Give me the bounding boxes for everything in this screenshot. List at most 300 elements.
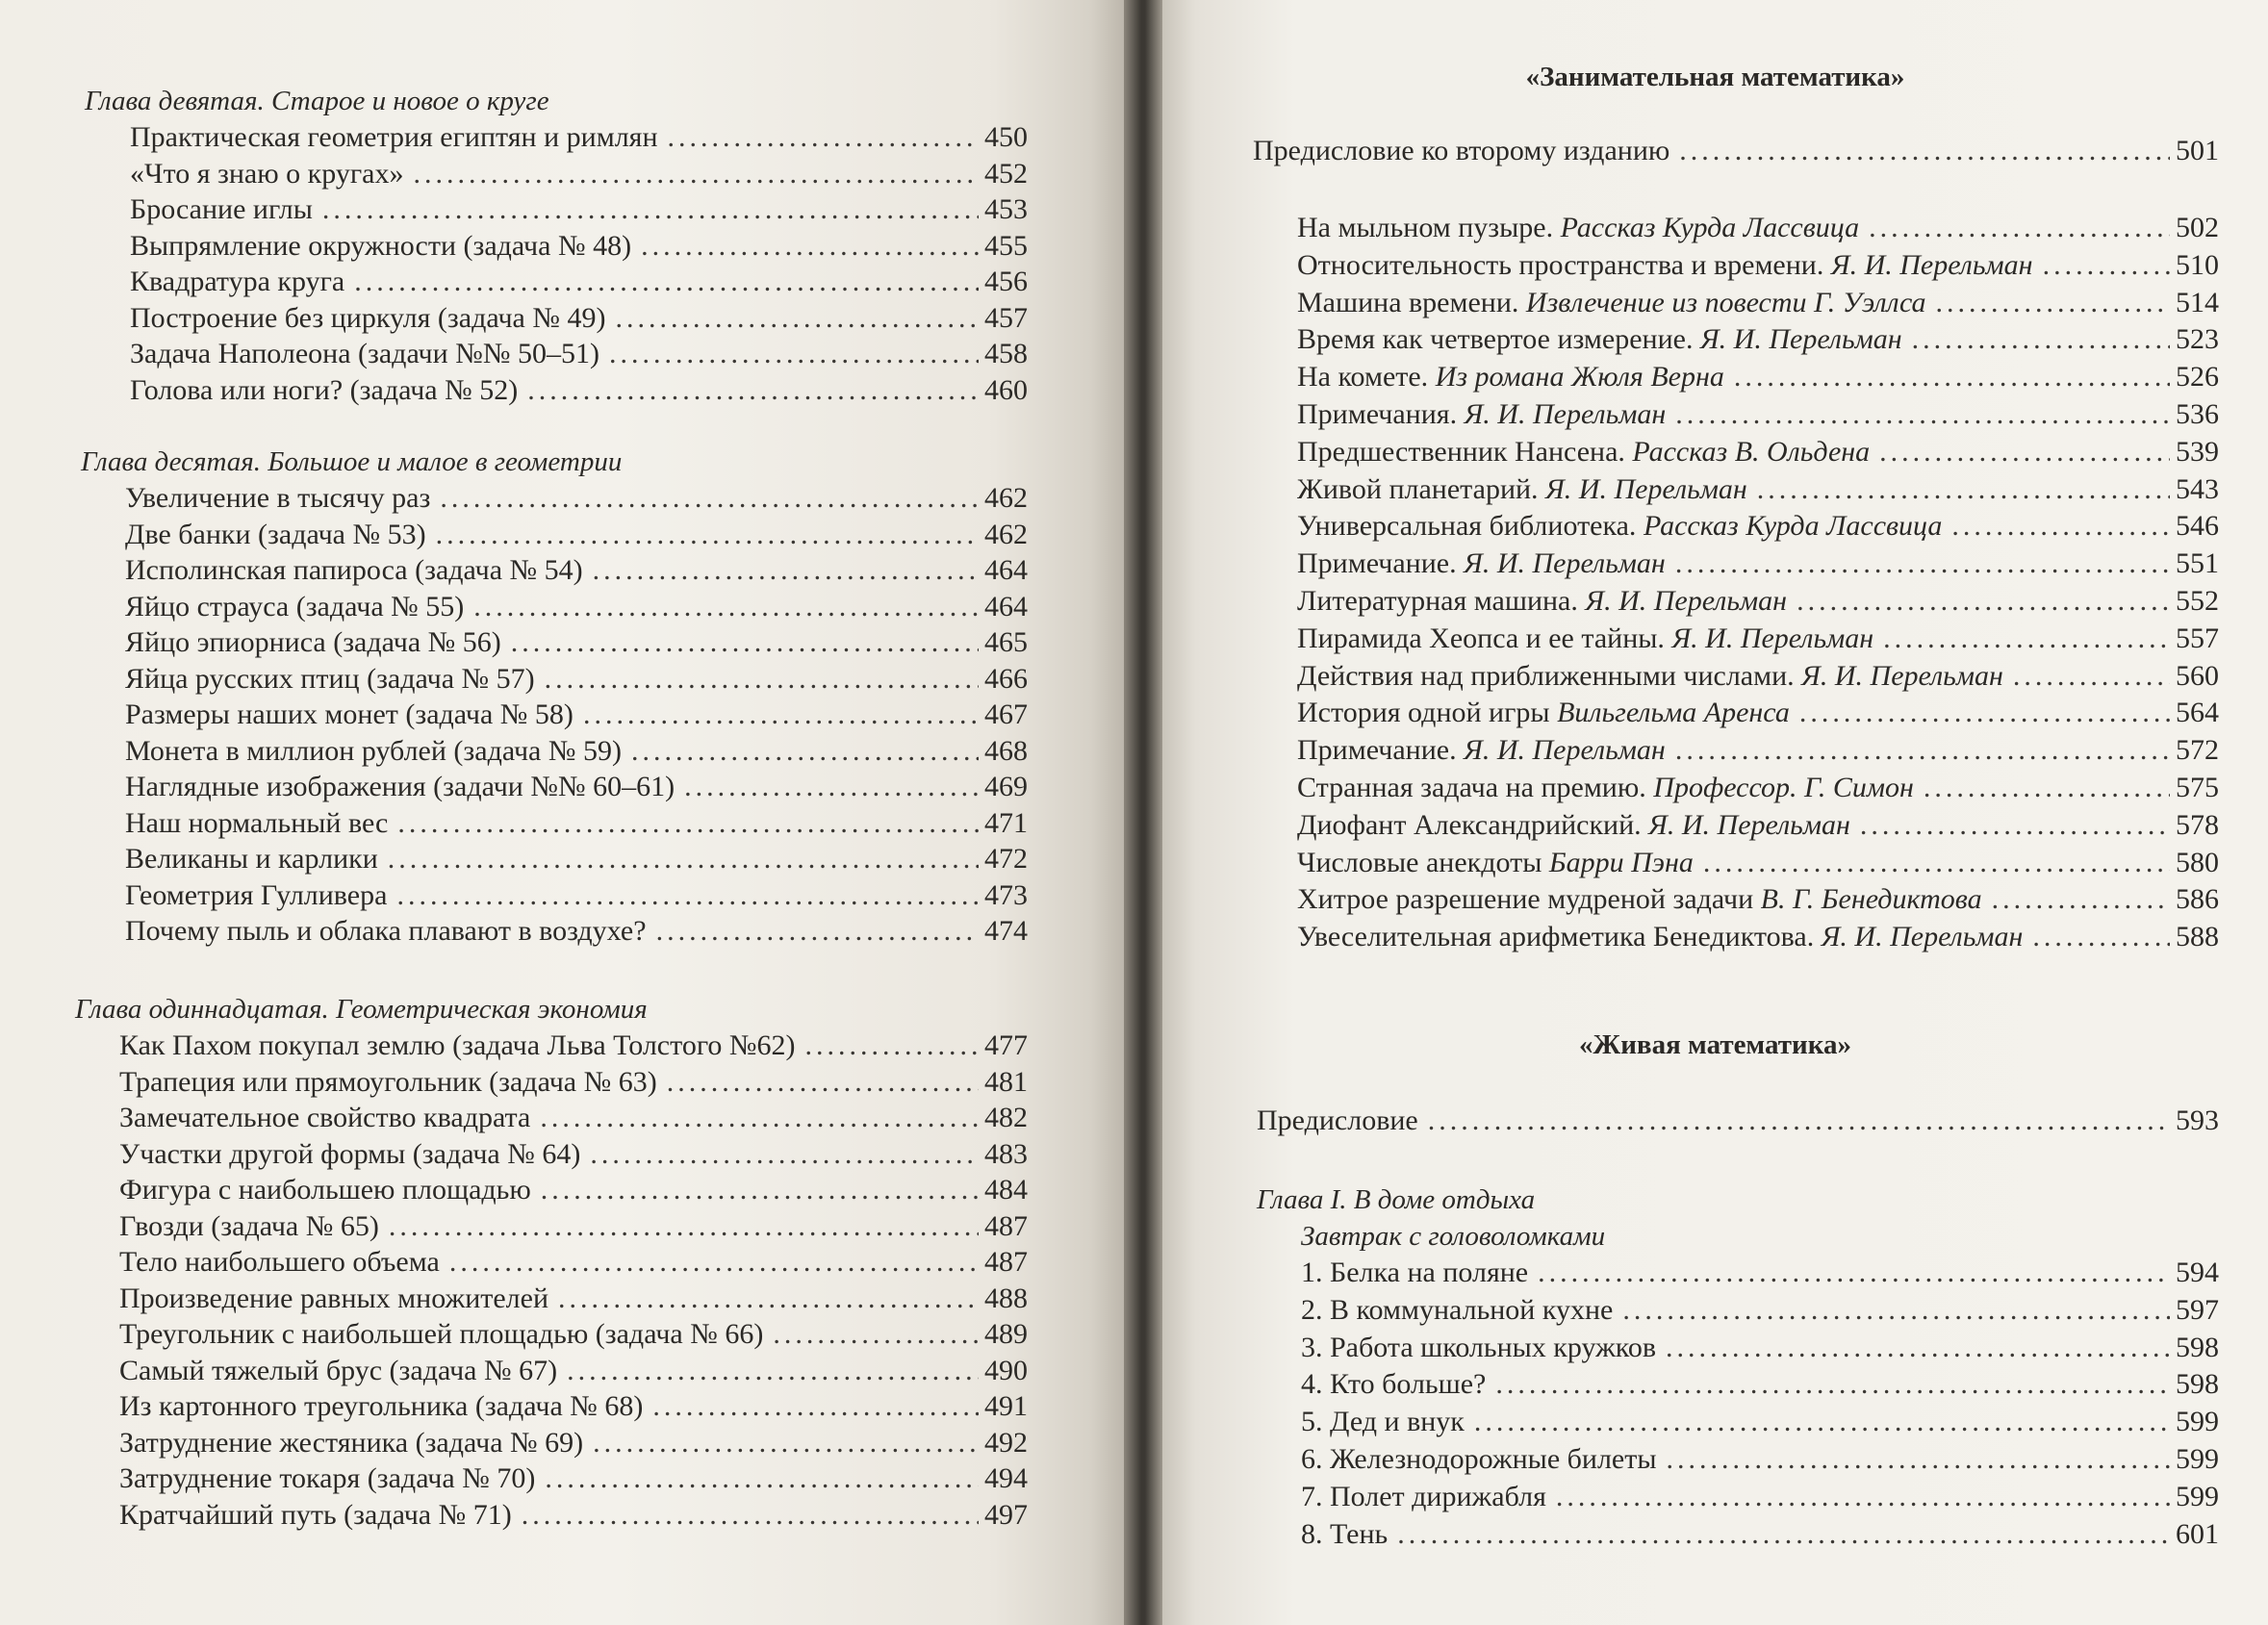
chapter-title: Глава I. В доме отдыха bbox=[1257, 1184, 1536, 1215]
toc-entry[interactable] bbox=[130, 372, 1028, 409]
preface-block bbox=[1253, 133, 2219, 170]
entry-title: Предисловие ко второму изданию bbox=[1253, 135, 1670, 166]
toc-entry[interactable] bbox=[1297, 732, 2219, 770]
entry-page: 489 bbox=[984, 1318, 1028, 1350]
toc-entry[interactable] bbox=[130, 336, 1028, 372]
dot-leader bbox=[2013, 658, 2170, 696]
toc-entry[interactable] bbox=[130, 119, 1028, 156]
entry-page: 594 bbox=[2176, 1257, 2219, 1288]
toc-entry[interactable] bbox=[1301, 1292, 2219, 1330]
entry-page: 491 bbox=[984, 1390, 1028, 1422]
toc-entry[interactable] bbox=[1257, 1103, 2219, 1140]
dot-leader bbox=[593, 552, 979, 589]
entry-page: 483 bbox=[984, 1137, 1028, 1170]
entry-title: Геометрия Гулливера bbox=[125, 878, 388, 911]
dot-leader bbox=[1667, 1441, 2170, 1479]
chapter-10-block bbox=[81, 444, 1028, 950]
dot-leader bbox=[1992, 881, 2170, 919]
entry-page: 536 bbox=[2176, 397, 2219, 430]
entry-page: 474 bbox=[984, 915, 1028, 947]
right-page bbox=[1162, 0, 2268, 1625]
dot-leader bbox=[1428, 1103, 2170, 1140]
toc-entry[interactable] bbox=[119, 1353, 1028, 1389]
toc-entry[interactable] bbox=[1297, 434, 2219, 471]
dot-leader bbox=[1757, 471, 2170, 509]
dot-leader bbox=[684, 769, 979, 805]
dot-leader bbox=[413, 156, 979, 192]
dot-leader bbox=[389, 1208, 979, 1245]
toc-entry[interactable] bbox=[125, 480, 1028, 517]
entry-page: 551 bbox=[2176, 547, 2219, 580]
dot-leader bbox=[1495, 1366, 2170, 1404]
entry-title: Затруднение жестяника (задача № 69) bbox=[119, 1426, 584, 1459]
chapter-11-block bbox=[75, 991, 1028, 1533]
entry-title: Числовые анекдоты bbox=[1297, 846, 1549, 878]
toc-entry[interactable] bbox=[125, 733, 1028, 770]
dot-leader bbox=[322, 191, 979, 228]
toc-entry[interactable] bbox=[1297, 807, 2219, 845]
entry-page: 462 bbox=[984, 518, 1028, 550]
entry-title: Почему пыль и облака плавают в воздухе? bbox=[125, 915, 647, 947]
entry-title: 4. Кто больше? bbox=[1301, 1368, 1487, 1401]
entry-title: Как Пахом покупал землю (задача Льва Толстого №62) bbox=[119, 1029, 796, 1061]
toc-list bbox=[1301, 1255, 2219, 1553]
toc-entry[interactable] bbox=[125, 841, 1028, 877]
toc-entry[interactable] bbox=[119, 1100, 1028, 1136]
entry-page: 501 bbox=[2176, 135, 2219, 166]
dot-leader bbox=[1397, 1516, 2170, 1554]
dot-leader bbox=[558, 1281, 979, 1317]
dot-leader bbox=[1703, 845, 2170, 882]
dot-leader bbox=[436, 517, 979, 553]
entry-title: 2. В коммунальной кухне bbox=[1301, 1293, 1614, 1326]
entry-author: Я. И. Перельман bbox=[1821, 921, 2024, 953]
entry-author: Рассказ Курда Лассвица bbox=[1560, 212, 1860, 243]
dot-leader bbox=[1538, 1255, 2170, 1292]
toc-entry[interactable] bbox=[130, 300, 1028, 337]
dot-leader bbox=[388, 841, 979, 877]
entry-page: 488 bbox=[984, 1282, 1028, 1314]
entry-title: Время как четвертое измерение. bbox=[1297, 323, 1700, 356]
entry-title: Пирамида Хеопса и ее тайны. bbox=[1297, 622, 1672, 654]
entry-page: 539 bbox=[2176, 435, 2219, 468]
entry-author: Я. И. Перельман bbox=[1464, 734, 1666, 767]
entry-page: 472 bbox=[984, 843, 1028, 875]
entry-title: Произведение равных множителей bbox=[119, 1282, 549, 1314]
dot-leader bbox=[567, 1353, 979, 1389]
entry-page: 482 bbox=[984, 1102, 1028, 1133]
entry-page: 502 bbox=[2176, 212, 2219, 243]
entry-title: Великаны и карлики bbox=[125, 843, 378, 875]
entry-page: 455 bbox=[984, 229, 1028, 262]
entry-title: История одной игры bbox=[1297, 697, 1558, 729]
toc-entry[interactable] bbox=[1301, 1366, 2219, 1404]
entry-title: Участки другой формы (задача № 64) bbox=[119, 1137, 581, 1170]
entry-title: Квадратура круга bbox=[130, 266, 345, 297]
entry-title: Кратчайший путь (задача № 71) bbox=[119, 1498, 512, 1531]
chapter-1-block bbox=[1257, 1181, 2219, 1553]
toc-entry[interactable] bbox=[130, 191, 1028, 228]
entry-title: Треугольник с наибольшей площадью (задача № 66) bbox=[119, 1318, 764, 1350]
entry-title: Примечание. bbox=[1297, 547, 1465, 580]
toc-entry[interactable] bbox=[1301, 1516, 2219, 1554]
dot-leader bbox=[1666, 1330, 2170, 1367]
toc-entry[interactable] bbox=[125, 877, 1028, 914]
toc-entry[interactable] bbox=[1301, 1404, 2219, 1441]
dot-leader bbox=[656, 913, 979, 950]
dot-leader bbox=[641, 228, 979, 265]
entry-title: Замечательное свойство квадрата bbox=[119, 1102, 531, 1133]
entry-title: 3. Работа школьных кружков bbox=[1301, 1331, 1657, 1363]
toc-entry[interactable] bbox=[119, 1281, 1028, 1317]
dot-leader bbox=[1924, 770, 2170, 807]
entry-page: 458 bbox=[984, 338, 1028, 369]
entry-title: Диофант Александрийский. bbox=[1297, 808, 1649, 841]
toc-entry[interactable] bbox=[1297, 658, 2219, 696]
entry-page: 546 bbox=[2176, 510, 2219, 543]
toc-entry[interactable] bbox=[125, 769, 1028, 805]
entry-title: Голова или ноги? (задача № 52) bbox=[130, 373, 519, 406]
entry-title: 5. Дед и внук bbox=[1301, 1406, 1465, 1438]
dot-leader bbox=[545, 1460, 979, 1497]
entry-author: В. Г. Бенедиктова bbox=[1760, 883, 1982, 916]
dot-leader bbox=[449, 1244, 979, 1281]
entry-title: Тело наибольшего объема bbox=[119, 1246, 440, 1278]
entry-page: 601 bbox=[2176, 1517, 2219, 1550]
toc-list bbox=[125, 480, 1028, 950]
toc-entry[interactable] bbox=[119, 1172, 1028, 1208]
toc-entry[interactable] bbox=[1297, 546, 2219, 583]
entry-page: 490 bbox=[984, 1354, 1028, 1386]
entry-title: Две банки (задача № 53) bbox=[125, 518, 426, 550]
entry-page: 593 bbox=[2176, 1104, 2219, 1136]
entry-page: 598 bbox=[2176, 1331, 2219, 1363]
dot-leader bbox=[397, 805, 979, 842]
entry-author: Я. И. Перельман bbox=[1464, 397, 1667, 430]
entry-page: 575 bbox=[2176, 771, 2219, 803]
toc-entry[interactable] bbox=[119, 1136, 1028, 1173]
entry-page: 469 bbox=[984, 771, 1028, 802]
toc-entry[interactable] bbox=[1301, 1441, 2219, 1479]
entry-page: 487 bbox=[984, 1209, 1028, 1242]
entry-page: 460 bbox=[984, 373, 1028, 406]
entry-page: 560 bbox=[2176, 659, 2219, 692]
entry-author: Я. И. Перельман bbox=[1464, 547, 1666, 580]
dot-leader bbox=[1474, 1404, 2170, 1441]
toc-entry[interactable] bbox=[130, 156, 1028, 192]
chapter-title: Глава десятая. Большое и малое в геометрии bbox=[81, 446, 623, 477]
entry-page: 598 bbox=[2176, 1368, 2219, 1401]
left-page bbox=[0, 0, 1124, 1625]
entry-page: 452 bbox=[984, 157, 1028, 190]
entry-author: Я. И. Перельман bbox=[1671, 622, 1874, 654]
entry-page: 464 bbox=[984, 590, 1028, 622]
book-gutter bbox=[1124, 0, 1162, 1625]
entry-page: 456 bbox=[984, 266, 1028, 297]
dot-leader bbox=[527, 372, 979, 409]
entry-author: Из романа Жюля Верна bbox=[1435, 361, 1724, 394]
dot-leader bbox=[1799, 695, 2170, 732]
dot-leader bbox=[631, 733, 979, 770]
entry-page: 477 bbox=[984, 1029, 1028, 1061]
entry-page: 597 bbox=[2176, 1293, 2219, 1326]
toc-entry[interactable] bbox=[119, 1316, 1028, 1353]
entry-title: Гвозди (задача № 65) bbox=[119, 1209, 379, 1242]
entry-title: 8. Тень bbox=[1301, 1517, 1389, 1550]
entry-title: Построение без циркуля (задача № 49) bbox=[130, 301, 606, 334]
toc-entry[interactable] bbox=[125, 913, 1028, 950]
dot-leader bbox=[1556, 1479, 2170, 1516]
entry-title: Яйцо эпиорниса (задача № 56) bbox=[125, 626, 501, 658]
entry-title: Из картонного треугольника (задача № 68) bbox=[119, 1390, 644, 1422]
toc-list bbox=[1297, 210, 2219, 956]
entry-page: 552 bbox=[2176, 584, 2219, 617]
toc-entry[interactable] bbox=[1297, 210, 2219, 247]
entry-title: Увеселительная арифметика Бенедиктова. bbox=[1297, 921, 1822, 953]
entry-page: 599 bbox=[2176, 1442, 2219, 1475]
entry-author: Барри Пэна bbox=[1548, 846, 1694, 878]
toc-entry[interactable] bbox=[125, 589, 1028, 625]
toc-list bbox=[130, 119, 1028, 408]
toc-entry[interactable] bbox=[125, 624, 1028, 661]
entry-title: Странная задача на премию. bbox=[1297, 771, 1654, 803]
entry-author: Профессор. Г. Симон bbox=[1653, 771, 1914, 803]
toc-entry[interactable] bbox=[1253, 133, 2219, 170]
entry-page: 457 bbox=[984, 301, 1028, 334]
entry-title: Хитрое разрешение мудреной задачи bbox=[1297, 883, 1761, 916]
toc-entry[interactable] bbox=[125, 552, 1028, 589]
dot-leader bbox=[396, 877, 979, 914]
entry-title: На комете. bbox=[1297, 361, 1436, 394]
subsection-title: Завтрак с головоломками bbox=[1301, 1221, 1606, 1252]
entry-page: 580 bbox=[2176, 846, 2219, 878]
dot-leader bbox=[522, 1497, 979, 1534]
entry-title: Наш нормальный вес bbox=[125, 806, 389, 839]
toc-entry[interactable] bbox=[1297, 695, 2219, 732]
entry-title: Размеры наших монет (задача № 58) bbox=[125, 698, 573, 730]
dot-leader bbox=[1734, 359, 2170, 396]
toc-entry[interactable] bbox=[125, 697, 1028, 733]
dot-leader bbox=[583, 697, 979, 733]
entry-page: 557 bbox=[2176, 622, 2219, 654]
entry-title: Фигура с наибольшею площадью bbox=[119, 1174, 531, 1206]
entry-title: Яйца русских птиц (задача № 57) bbox=[125, 662, 535, 695]
dot-leader bbox=[541, 1172, 979, 1208]
chapter-title: Глава одиннадцатая. Геометрическая экономия bbox=[75, 994, 648, 1025]
preface-block bbox=[1257, 1103, 2219, 1140]
toc-entry[interactable] bbox=[1297, 247, 2219, 285]
dot-leader bbox=[773, 1316, 979, 1353]
dot-leader bbox=[511, 624, 979, 661]
toc-entry[interactable] bbox=[1301, 1330, 2219, 1367]
entry-title: Затруднение токаря (задача № 70) bbox=[119, 1462, 536, 1494]
entry-title: Самый тяжелый брус (задача № 67) bbox=[119, 1354, 558, 1386]
dot-leader bbox=[1951, 508, 2170, 546]
toc-entry[interactable] bbox=[130, 228, 1028, 265]
dot-leader bbox=[1679, 133, 2170, 170]
entry-page: 487 bbox=[984, 1246, 1028, 1278]
dot-leader bbox=[615, 300, 979, 337]
entry-title: Практическая геометрия египтян и римлян bbox=[130, 121, 658, 153]
entry-author: Извлечение из повести Г. Уэллса bbox=[1525, 286, 1926, 318]
entry-title: 6. Железнодорожные билеты bbox=[1301, 1442, 1657, 1475]
toc-entry[interactable] bbox=[1297, 396, 2219, 434]
toc-entry[interactable] bbox=[125, 661, 1028, 698]
toc-entry[interactable] bbox=[1297, 881, 2219, 919]
toc-entry[interactable] bbox=[119, 1064, 1028, 1101]
chapter-title: Глава девятая. Старое и новое о круге bbox=[85, 86, 549, 116]
entry-title: Исполинская папироса (задача № 54) bbox=[125, 554, 583, 586]
dot-leader bbox=[1675, 732, 2170, 770]
entry-page: 450 bbox=[984, 121, 1028, 153]
toc-entry[interactable] bbox=[1297, 621, 2219, 658]
dot-leader bbox=[2032, 919, 2170, 956]
entry-author: Я. И. Перельман bbox=[1830, 248, 2033, 281]
dot-leader bbox=[545, 661, 979, 698]
entry-page: 464 bbox=[984, 554, 1028, 586]
entry-title: 1. Белка на поляне bbox=[1301, 1257, 1529, 1288]
dot-leader bbox=[440, 480, 979, 517]
dot-leader bbox=[805, 1028, 980, 1064]
section-title: «Занимательная математика» bbox=[1525, 62, 1905, 92]
dot-leader bbox=[1622, 1292, 2170, 1330]
toc-entry[interactable] bbox=[119, 1425, 1028, 1461]
dot-leader bbox=[1860, 807, 2170, 845]
toc-entry[interactable] bbox=[1297, 321, 2219, 359]
entry-page: 465 bbox=[984, 626, 1028, 658]
entry-page: 462 bbox=[984, 482, 1028, 514]
dot-leader bbox=[668, 119, 979, 156]
toc-entry[interactable] bbox=[1297, 359, 2219, 396]
entry-page: 484 bbox=[984, 1174, 1028, 1206]
entry-title: Примечания. bbox=[1297, 397, 1465, 430]
entry-title: Примечание. bbox=[1297, 734, 1465, 767]
toc-entry[interactable] bbox=[119, 1208, 1028, 1245]
entry-title: Увеличение в тысячу раз bbox=[125, 482, 431, 514]
entry-author: Рассказ В. Ольдена bbox=[1632, 435, 1871, 468]
toc-entry[interactable] bbox=[1297, 919, 2219, 956]
dot-leader bbox=[593, 1425, 979, 1461]
dot-leader bbox=[1675, 396, 2170, 434]
entry-page: 468 bbox=[984, 734, 1028, 767]
toc-entry[interactable] bbox=[119, 1244, 1028, 1281]
entry-page: 578 bbox=[2176, 808, 2219, 841]
entry-title: Бросание иглы bbox=[130, 193, 313, 225]
entry-title: Наглядные изображения (задачи №№ 60–61) bbox=[125, 771, 675, 802]
entry-title: Трапеция или прямоугольник (задача № 63) bbox=[119, 1065, 657, 1098]
dot-leader bbox=[1879, 434, 2170, 471]
entry-page: 543 bbox=[2176, 472, 2219, 505]
dot-leader bbox=[1797, 583, 2170, 621]
toc-entry[interactable] bbox=[119, 1460, 1028, 1497]
entry-page: 510 bbox=[2176, 248, 2219, 281]
entry-page: 588 bbox=[2176, 921, 2219, 953]
entry-page: 492 bbox=[984, 1426, 1028, 1459]
toc-entry[interactable] bbox=[1297, 508, 2219, 546]
entry-page: 467 bbox=[984, 698, 1028, 730]
dot-leader bbox=[540, 1100, 979, 1136]
entry-title: Относительность пространства и времени. bbox=[1297, 248, 1831, 281]
dot-leader bbox=[1675, 546, 2170, 583]
toc-entry[interactable] bbox=[119, 1028, 1028, 1064]
chapter-9-block bbox=[85, 83, 1028, 408]
entry-page: 453 bbox=[984, 193, 1028, 225]
toc-list bbox=[119, 1028, 1028, 1533]
entry-page: 564 bbox=[2176, 697, 2219, 729]
dot-leader bbox=[609, 336, 979, 372]
entry-title: Задача Наполеона (задачи №№ 50–51) bbox=[130, 338, 599, 369]
dot-leader bbox=[590, 1136, 979, 1173]
dot-leader bbox=[354, 264, 979, 300]
entry-title: Действия над приближенными числами. bbox=[1297, 659, 1802, 692]
entry-page: 599 bbox=[2176, 1480, 2219, 1512]
entry-page: 514 bbox=[2176, 286, 2219, 318]
entry-page: 599 bbox=[2176, 1406, 2219, 1438]
toc-entry[interactable] bbox=[1297, 285, 2219, 322]
toc-entry[interactable] bbox=[130, 264, 1028, 300]
entry-title: Литературная машина. bbox=[1297, 584, 1586, 617]
entry-page: 572 bbox=[2176, 734, 2219, 767]
entry-author: Рассказ Курда Лассвица bbox=[1643, 510, 1943, 543]
entry-title: Выпрямление окружности (задача № 48) bbox=[130, 229, 632, 262]
entry-page: 471 bbox=[984, 806, 1028, 839]
entry-title: Предисловие bbox=[1257, 1104, 1418, 1136]
entry-author: Я. И. Перельман bbox=[1545, 472, 1747, 505]
dot-leader bbox=[667, 1064, 979, 1101]
dot-leader bbox=[473, 589, 979, 625]
entry-title: 7. Полет дирижабля bbox=[1301, 1480, 1546, 1512]
entry-page: 523 bbox=[2176, 323, 2219, 356]
toc-entry[interactable] bbox=[1297, 770, 2219, 807]
dot-leader bbox=[1936, 285, 2170, 322]
entry-author: Я. И. Перельман bbox=[1801, 659, 2003, 692]
section-title: «Живая математика» bbox=[1579, 1029, 1851, 1060]
dot-leader bbox=[2043, 247, 2170, 285]
entry-title: Живой планетарий. bbox=[1297, 472, 1546, 505]
entry-page: 494 bbox=[984, 1462, 1028, 1494]
toc-entry[interactable] bbox=[125, 517, 1028, 553]
entry-title: Предшественник Нансена. bbox=[1297, 435, 1633, 468]
entry-title: Универсальная библиотека. bbox=[1297, 510, 1644, 543]
toc-entry[interactable] bbox=[1297, 583, 2219, 621]
dot-leader bbox=[652, 1388, 979, 1425]
toc-entry[interactable] bbox=[1297, 471, 2219, 509]
toc-entry[interactable] bbox=[119, 1497, 1028, 1534]
entry-page: 481 bbox=[984, 1065, 1028, 1098]
entry-author: Я. И. Перельман bbox=[1585, 584, 1788, 617]
entry-title: Машина времени. bbox=[1297, 286, 1526, 318]
entry-page: 466 bbox=[984, 662, 1028, 695]
entry-title: Яйцо страуса (задача № 55) bbox=[125, 590, 465, 622]
entry-author: Я. И. Перельман bbox=[1648, 808, 1850, 841]
entry-author: Вильгельма Аренса bbox=[1557, 697, 1790, 729]
entry-page: 473 bbox=[984, 878, 1028, 911]
dot-leader bbox=[1869, 210, 2170, 247]
entry-title: На мыльном пузыре. bbox=[1297, 212, 1561, 243]
toc-entry[interactable] bbox=[125, 805, 1028, 842]
toc-entry[interactable] bbox=[1301, 1479, 2219, 1516]
entry-page: 497 bbox=[984, 1498, 1028, 1531]
entry-title: Монета в миллион рублей (задача № 59) bbox=[125, 734, 622, 767]
toc-entry[interactable] bbox=[1297, 845, 2219, 882]
entry-title: «Что я знаю о кругах» bbox=[130, 157, 404, 190]
entry-page: 586 bbox=[2176, 883, 2219, 916]
entry-page: 526 bbox=[2176, 361, 2219, 394]
entry-author: Я. И. Перельман bbox=[1699, 323, 1902, 356]
toc-entry[interactable] bbox=[119, 1388, 1028, 1425]
dot-leader bbox=[1912, 321, 2170, 359]
toc-entry[interactable] bbox=[1301, 1255, 2219, 1292]
